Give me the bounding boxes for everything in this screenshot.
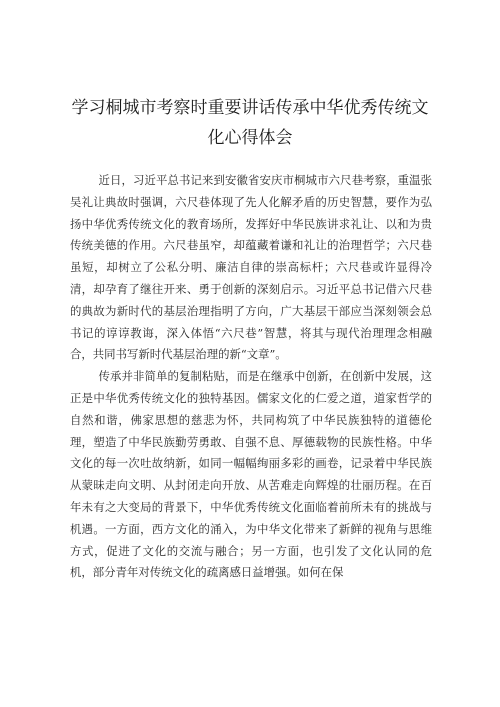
paragraph-2: 传承并非简单的复制粘贴，而是在继承中创新，在创新中发展，这正是中华优秀传统文化的独特基因。儒家文化的仁爱之道，道家哲学的自然和谐，佛家思想的慈悲为怀，共同构筑了中华民族独特的道德伦理，塑造了中华民族勤劳勇敢、自强不息、厚德载物的民族性格。中华文化的每一次吐故纳新，如同一幅幅绚丽多彩的画卷，记录着中华民族从蒙昧走向文明、从封闭走向开放、从苦难走向辉煌的壮丽历程。在百年未有之大变局的背景下，中华优秀传统文化面临着前所未有的挑战与机遇。一方面，西方文化的涌入，为中华文化带来了新鲜的视角与思维方式，促进了文化的交流与融合；另一方面，也引发了文化认同的危机，部分青年对传统文化的疏离感日益增强。如何在保 <box>70 369 432 580</box>
document-body <box>70 170 432 584</box>
paragraph-1: 近日，习近平总书记来到安徽省安庆市桐城市六尺巷考察，重温张吴礼让典故时强调，六尺巷体现了先人化解矛盾的历史智慧，要作为弘扬中华优秀传统文化的教育场所，发挥好中华民族讲求礼让、以和为贵传统美德的作用。六尺巷虽窄，却蕴藏着谦和礼让的治理哲学；六尺巷虽短，却树立了公私分明、廉洁自律的崇高标杆；六尺巷或许显得冷清，却孕育了继往开来、勇于创新的深刻启示。习近平总书记借六尺巷的典故为新时代的基层治理指明了方向，广大基层干部应当深刻领会总书记的谆谆教诲，深入体悟“六尺巷”智慧，将其与现代治理理念相融合，共同书写新时代基层治理的新“文章”。 <box>70 173 432 362</box>
page-title: 学习桐城市考察时重要讲话传承中华优秀传统文化心得体会 <box>71 98 429 148</box>
